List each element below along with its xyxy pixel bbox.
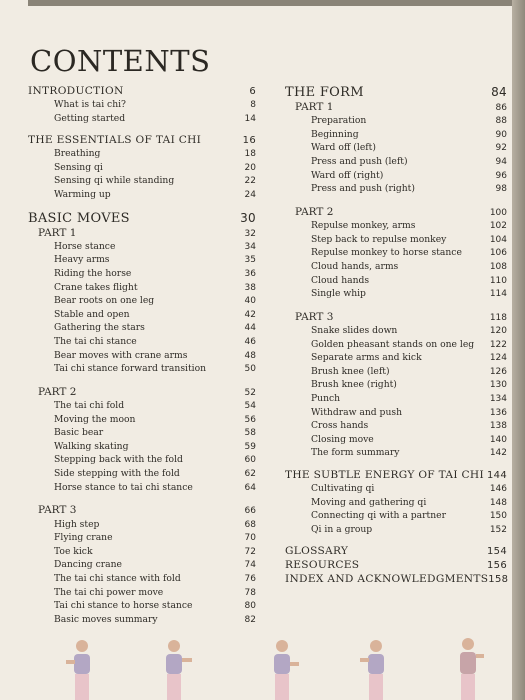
- toc-entry: [28, 147, 256, 161]
- toc-part-heading: [285, 311, 507, 324]
- toc-entry: [285, 155, 507, 169]
- toc-page-number: 18: [244, 149, 256, 160]
- toc-page-number: 58: [244, 428, 256, 439]
- toc-section-heading: [28, 133, 256, 147]
- toc-entry-label: THE ESSENTIALS OF TAI CHI: [28, 134, 202, 147]
- toc-page-number: 146: [489, 483, 507, 494]
- toc-entry-label: PART 2: [38, 385, 77, 398]
- toc-left-column: [28, 84, 256, 626]
- toc-page-number: 36: [244, 269, 256, 280]
- toc-entry-label: Brush knee (right): [311, 379, 397, 391]
- toc-entry-label: Connecting qi with a partner: [311, 510, 446, 522]
- toc-page-number: 102: [489, 221, 507, 232]
- toc-page-number: 82: [244, 614, 256, 625]
- toc-section-heading: [28, 210, 256, 227]
- toc-entry-label: Basic moves summary: [54, 613, 158, 625]
- toc-page-number: 78: [244, 587, 256, 598]
- toc-entry-label: PART 1: [295, 101, 334, 113]
- toc-page-number: 154: [487, 546, 507, 558]
- toc-entry-label: Moving and gathering qi: [311, 496, 427, 508]
- toc-entry-label: INTRODUCTION: [28, 85, 124, 97]
- toc-entry: [285, 219, 507, 233]
- toc-page-number: 158: [488, 574, 509, 586]
- toc-entry: [285, 433, 507, 447]
- toc-entry-label: Snake slides down: [311, 325, 398, 337]
- toc-entry: [285, 114, 507, 128]
- toc-page-number: 44: [244, 323, 256, 334]
- toc-entry: [285, 246, 507, 260]
- toc-page-number: 22: [244, 176, 256, 187]
- toc-entry: [285, 141, 507, 155]
- toc-page-number: 100: [489, 207, 507, 218]
- toc-page-number: 130: [489, 380, 507, 391]
- toc-part-heading: [285, 101, 507, 114]
- toc-entry-label: High step: [54, 518, 100, 530]
- toc-entry-label: Riding the horse: [54, 268, 132, 280]
- toc-page-number: 48: [244, 350, 256, 361]
- toc-entry-label: PART 3: [295, 310, 334, 323]
- toc-entry-label: Warming up: [54, 188, 111, 200]
- toc-entry: [28, 362, 256, 376]
- toc-entry-label: Brush knee (left): [311, 365, 390, 377]
- toc-page-number: 156: [487, 560, 507, 572]
- book-gutter-shadow: [512, 0, 525, 700]
- toc-page-number: 86: [495, 103, 507, 113]
- toc-section-heading: [285, 572, 507, 586]
- toc-entry: [28, 161, 256, 175]
- toc-entry-label: Basic bear: [54, 427, 104, 439]
- toc-entry: [285, 260, 507, 274]
- toc-entry: [28, 281, 256, 295]
- toc-entry-label: The tai chi stance: [54, 336, 137, 348]
- toc-page-number: 64: [244, 482, 256, 493]
- toc-page-number: 114: [489, 289, 507, 300]
- toc-section-heading: [285, 558, 507, 572]
- toc-page-number: 150: [489, 511, 507, 522]
- toc-entry-label: Press and push (right): [311, 183, 415, 195]
- toc-entry-label: Cloud hands: [311, 274, 370, 286]
- toc-entry-label: Repulse monkey to horse stance: [311, 247, 462, 259]
- toc-entry: [285, 392, 507, 406]
- toc-page-number: 56: [244, 414, 256, 425]
- toc-entry: [285, 324, 507, 338]
- toc-entry-label: Tai chi stance forward transition: [54, 363, 207, 375]
- toc-entry: [28, 267, 256, 281]
- toc-entry-label: Sensing qi: [54, 161, 103, 173]
- toc-entry: [285, 523, 507, 537]
- toc-entry: [28, 413, 256, 427]
- toc-page-number: 104: [489, 234, 507, 245]
- toc-entry: [28, 599, 256, 613]
- toc-entry: [285, 338, 507, 352]
- toc-page-number: 8: [250, 100, 256, 110]
- toc-entry: [28, 572, 256, 586]
- toc-entry-label: Repulse monkey, arms: [311, 220, 416, 232]
- toc-entry-label: Golden pheasant stands on one leg: [311, 338, 475, 350]
- toc-page-number: 76: [244, 573, 256, 584]
- toc-page-number: 52: [244, 387, 256, 398]
- toc-page-number: 59: [244, 441, 256, 452]
- toc-page-number: 54: [244, 401, 256, 412]
- toc-entry: [285, 509, 507, 523]
- toc-entry: [28, 294, 256, 308]
- toc-entry: [28, 349, 256, 363]
- toc-entry-label: What is tai chi?: [54, 99, 126, 110]
- toc-entry-label: Cultivating qi: [311, 482, 375, 494]
- toc-entry-label: Cloud hands, arms: [311, 260, 399, 272]
- toc-entry: [28, 467, 256, 481]
- toc-entry-label: Side stepping with the fold: [54, 468, 180, 480]
- toc-page-number: 24: [244, 189, 256, 200]
- toc-entry: [285, 419, 507, 433]
- toc-page-number: 30: [240, 210, 256, 225]
- toc-entry-label: GLOSSARY: [285, 545, 349, 558]
- toc-page-number: 96: [495, 170, 507, 181]
- toc-page-number: 32: [244, 228, 256, 239]
- toc-page-number: 42: [244, 309, 256, 320]
- toc-entry-label: Closing move: [311, 433, 374, 445]
- toc-entry: [28, 174, 256, 188]
- toc-entry: [285, 496, 507, 510]
- toc-page-number: 92: [495, 143, 507, 154]
- toc-page-number: 70: [244, 533, 256, 544]
- toc-page-number: 88: [495, 116, 507, 127]
- toc-entry-label: Separate arms and kick: [311, 352, 422, 364]
- tai-chi-figures-strip: [40, 636, 510, 700]
- toc-page-number: 80: [244, 601, 256, 612]
- toc-entry-label: Horse stance to tai chi stance: [54, 481, 193, 493]
- toc-entry: [28, 613, 256, 627]
- toc-entry: [285, 365, 507, 379]
- toc-entry-label: Cross hands: [311, 420, 369, 432]
- toc-entry-label: The tai chi stance with fold: [54, 572, 181, 584]
- toc-section-heading: [28, 84, 256, 98]
- toc-page-number: 34: [244, 241, 256, 252]
- toc-page-number: 98: [495, 184, 507, 195]
- toc-entry-label: Getting started: [54, 112, 126, 124]
- toc-page-number: 138: [489, 421, 507, 432]
- toc-entry-label: Step back to repulse monkey: [311, 233, 447, 245]
- toc-entry-label: Dancing crane: [54, 559, 122, 571]
- page-top-band: [28, 0, 512, 6]
- toc-entry-label: Horse stance: [54, 240, 116, 252]
- toc-page-number: 38: [244, 282, 256, 293]
- tai-chi-figure-1: [62, 636, 102, 700]
- tai-chi-figure-4: [358, 636, 398, 700]
- toc-entry-label: Heavy arms: [54, 254, 110, 266]
- toc-part-heading: [285, 206, 507, 219]
- toc-entry-label: Stepping back with the fold: [54, 454, 183, 466]
- toc-page-number: 84: [491, 85, 507, 99]
- toc-page-number: 60: [244, 455, 256, 466]
- toc-entry: [28, 426, 256, 440]
- tai-chi-figure-3: [262, 636, 302, 700]
- toc-entry: [285, 446, 507, 460]
- toc-entry: [28, 253, 256, 267]
- toc-entry: [28, 399, 256, 413]
- toc-entry-label: Beginning: [311, 128, 359, 140]
- toc-entry: [28, 188, 256, 202]
- toc-entry-label: THE SUBTLE ENERGY OF TAI CHI: [285, 468, 484, 481]
- toc-entry-label: PART 1: [38, 226, 77, 239]
- toc-entry: [285, 182, 507, 196]
- toc-page-number: 120: [489, 326, 507, 337]
- toc-entry-label: Ward off (right): [311, 169, 384, 181]
- toc-entry-label: Bear roots on one leg: [54, 295, 155, 307]
- toc-page-number: 122: [489, 339, 507, 350]
- toc-entry-label: Breathing: [54, 148, 101, 160]
- toc-entry-label: Stable and open: [54, 308, 130, 320]
- toc-page-number: 40: [244, 296, 256, 307]
- toc-entry-label: Crane takes flight: [54, 281, 138, 293]
- toc-page-number: 136: [489, 407, 507, 418]
- toc-page-number: 108: [489, 261, 507, 272]
- toc-entry: [285, 406, 507, 420]
- toc-entry: [285, 274, 507, 288]
- toc-page-number: 46: [244, 337, 256, 348]
- toc-entry: [28, 240, 256, 254]
- toc-entry: [28, 308, 256, 322]
- toc-entry-label: Preparation: [311, 115, 367, 127]
- toc-entry-label: Bear moves with crane arms: [54, 349, 188, 361]
- toc-entry: [28, 586, 256, 600]
- toc-page-number: 66: [244, 506, 256, 517]
- toc-entry: [285, 128, 507, 142]
- toc-page-number: 6: [249, 86, 256, 97]
- toc-page-number: 134: [489, 393, 507, 404]
- toc-entry-label: The tai chi fold: [54, 400, 125, 412]
- toc-entry: [285, 169, 507, 183]
- toc-entry-label: PART 2: [295, 205, 334, 218]
- tai-chi-figure-2: [156, 636, 196, 700]
- toc-entry-label: Punch: [311, 392, 341, 404]
- toc-entry: [28, 481, 256, 495]
- page-title: CONTENTS: [30, 44, 211, 78]
- toc-entry-label: Qi in a group: [311, 523, 373, 535]
- toc-entry-label: Single whip: [311, 288, 366, 300]
- toc-entry-label: Toe kick: [54, 545, 93, 557]
- toc-entry: [285, 378, 507, 392]
- toc-entry: [28, 440, 256, 454]
- toc-page-number: 118: [489, 312, 507, 323]
- toc-page-number: 126: [489, 366, 507, 377]
- toc-entry-label: BASIC MOVES: [28, 210, 130, 226]
- toc-page-number: 74: [244, 560, 256, 571]
- toc-entry-label: Ward off (left): [311, 142, 376, 154]
- toc-entry: [28, 531, 256, 545]
- toc-page-number: 110: [489, 275, 507, 286]
- toc-page-number: 35: [244, 255, 256, 266]
- toc-entry-label: Tai chi stance to horse stance: [54, 600, 193, 612]
- toc-page-number: 140: [489, 434, 507, 445]
- toc-entry: [28, 335, 256, 349]
- toc-entry: [285, 233, 507, 247]
- toc-page-number: 144: [487, 469, 507, 481]
- toc-page-number: 50: [244, 364, 256, 375]
- toc-page-number: 142: [489, 448, 507, 459]
- toc-entry-label: Moving the moon: [54, 413, 136, 425]
- toc-entry-label: The form summary: [311, 447, 400, 459]
- toc-page-number: 90: [495, 129, 507, 140]
- toc-section-heading: [285, 544, 507, 558]
- toc-entry-label: RESOURCES: [285, 559, 360, 572]
- toc-entry: [28, 453, 256, 467]
- toc-part-heading: [28, 227, 256, 240]
- toc-section-heading: [285, 468, 507, 482]
- toc-entry: [28, 321, 256, 335]
- toc-entry-label: Walking skating: [54, 440, 129, 452]
- toc-page-number: 16: [242, 135, 256, 147]
- toc-entry-label: INDEX AND ACKNOWLEDGMENTS: [285, 573, 489, 586]
- toc-entry-label: Flying crane: [54, 532, 113, 544]
- toc-page-number: 94: [495, 157, 507, 168]
- toc-entry-label: THE FORM: [285, 85, 364, 100]
- toc-page-number: 124: [489, 353, 507, 364]
- toc-entry-label: Sensing qi while standing: [54, 175, 175, 187]
- toc-page-number: 148: [489, 497, 507, 508]
- toc-entry: [28, 112, 256, 126]
- toc-entry: [285, 482, 507, 496]
- toc-entry-label: The tai chi power move: [54, 586, 164, 598]
- toc-right-column: [285, 84, 507, 586]
- toc-entry: [28, 545, 256, 559]
- toc-section-heading: [285, 84, 507, 101]
- toc-page-number: 62: [244, 469, 256, 480]
- toc-entry: [285, 351, 507, 365]
- toc-entry-label: Press and push (left): [311, 156, 408, 168]
- toc-entry: [28, 558, 256, 572]
- toc-entry: [28, 518, 256, 532]
- toc-part-heading: [28, 386, 256, 399]
- toc-page-number: 152: [489, 524, 507, 535]
- toc-entry: [28, 98, 256, 112]
- toc-part-heading: [28, 504, 256, 517]
- toc-page-number: 20: [244, 162, 256, 173]
- tai-chi-figure-5: [448, 636, 488, 700]
- toc-entry-label: Gathering the stars: [54, 322, 145, 334]
- toc-entry-label: Withdraw and push: [311, 406, 402, 418]
- toc-page-number: 14: [244, 113, 256, 124]
- toc-page-number: 72: [244, 546, 256, 557]
- toc-page-number: 106: [489, 248, 507, 259]
- toc-entry: [285, 287, 507, 301]
- toc-entry-label: PART 3: [38, 504, 77, 517]
- toc-page-number: 68: [244, 519, 256, 530]
